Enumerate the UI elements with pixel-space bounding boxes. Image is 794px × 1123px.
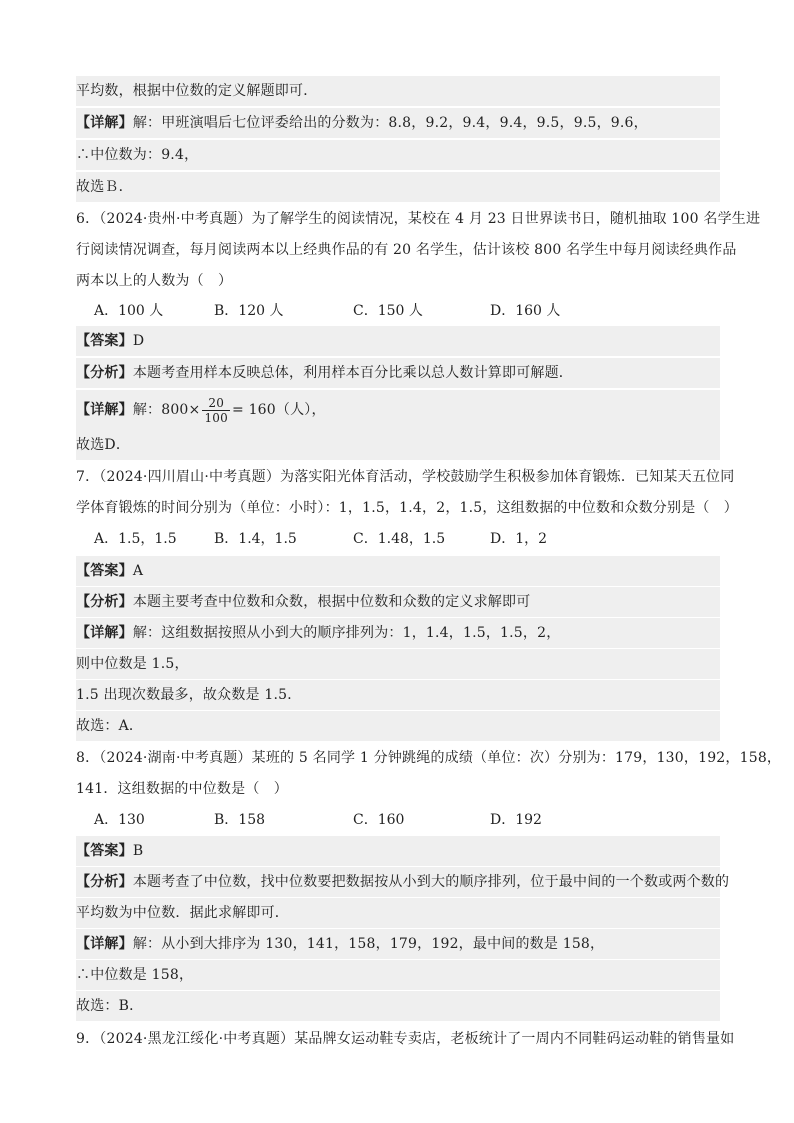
q6-stem-line3: 两本以上的人数为（ ） (76, 273, 233, 289)
q7-option-a: A．1.5，1.5 (94, 531, 177, 547)
q6-analysis-text: 本题考查用样本反映总体，利用样本百分比乘以总人数计算即可解题． (132, 365, 574, 381)
q6-fraction-numerator: 20 (202, 396, 230, 411)
q5-detail-line (76, 108, 720, 138)
q8-analysis (76, 867, 730, 897)
q8-option-c: C．160 (353, 812, 405, 828)
q5-analysis-line: 平均数，根据中位数的定义解题即可． (76, 76, 720, 106)
q8-stem-line1: 8．（2024·湖南·中考真题）某班的 5 名同学 1 分钟跳绳的成绩（单位：次）分别为：179，130，192，158， (76, 750, 782, 766)
q6-option-d: D．160 人 (490, 303, 561, 319)
q8-option-d: D．192 (490, 812, 542, 828)
q8-analysis-label: 【分析】 (76, 874, 133, 890)
q6-detail-suffix: = 160（人）， (231, 402, 326, 418)
q6-detail-prefix: 解：800× (132, 402, 201, 418)
q6-answer-label: 【答案】 (76, 333, 133, 349)
q6-detail-label: 【详解】 (76, 402, 133, 418)
q8-median-line: ∴中位数是 158， (76, 960, 720, 990)
q8-analysis-line2: 平均数为中位数．据此求解即可． (76, 898, 720, 928)
q6-option-a: A．100 人 (94, 303, 164, 319)
q7-detail (76, 618, 720, 648)
q8-detail (76, 929, 720, 959)
q6-fraction-denominator: 100 (204, 410, 228, 425)
q6-analysis-label: 【分析】 (76, 365, 133, 381)
q7-options (76, 524, 720, 554)
q8-option-a: A．130 (94, 812, 145, 828)
q7-answer-label: 【答案】 (76, 563, 133, 579)
q6-answer-value: D (132, 333, 145, 349)
q6-option-c: C．150 人 (353, 303, 423, 319)
q6-detail (76, 390, 720, 430)
q6-stem-line1: 6．（2024·贵州·中考真题）为了解学生的阅读情况，某校在 4 月 23 日世界读书日，随机抽取 100 名学生进 (76, 211, 761, 227)
q6-answer (76, 326, 720, 356)
q6-stem-line2: 行阅读情况调查，每月阅读两本以上经典作品的有 20 名学生，估计该校 800 名学生中每月阅读经典作品 (76, 242, 737, 258)
q7-analysis-text: 本题主要考查中位数和众数，根据中位数和众数的定义求解即可 (132, 594, 531, 610)
q7-analysis-label: 【分析】 (76, 594, 133, 610)
q7-option-d: D．1，2 (490, 531, 548, 547)
q8-analysis-text: 本题考查了中位数，找中位数要把数据按从小到大的顺序排列，位于最中间的一个数或两个数的 (132, 874, 730, 890)
q7-option-c: C．1.48，1.5 (353, 531, 446, 547)
q8-answer (76, 836, 720, 866)
q8-stem-line2: 141．这组数据的中位数是（ ） (76, 781, 288, 797)
q8-option-b: B．158 (214, 812, 266, 828)
q6-analysis (76, 358, 720, 388)
q7-option-b: B．1.4，1.5 (214, 531, 297, 547)
q7-conclusion: 故选：A． (76, 711, 720, 741)
q5-median-line: ∴中位数为：9.4， (76, 140, 720, 170)
q7-analysis (76, 587, 720, 617)
q8-detail-text: 解：从小到大排序为 130，141，158，179，192，最中间的数是 158， (132, 936, 605, 952)
q8-answer-value: B (132, 843, 144, 859)
q6-conclusion: 故选D． (76, 430, 720, 460)
q7-mode-line: 1.5 出现次数最多，故众数是 1.5． (76, 680, 720, 710)
q6-option-b: B．120 人 (214, 303, 284, 319)
q7-answer (76, 556, 720, 586)
q6-fraction (202, 396, 230, 425)
q8-conclusion: 故选：B． (76, 991, 720, 1021)
q7-stem-line2: 学体育锻炼的时间分别为（单位：小时）：1，1.5，1.4，2，1.5，这组数据的中位数和众数分别是（ ） (76, 500, 739, 516)
q8-answer-label: 【答案】 (76, 843, 133, 859)
q7-stem-line1: 7．（2024·四川眉山·中考真题）为落实阳光体育活动，学校鼓励学生积极参加体育锻炼．已知某天五位同 (76, 469, 735, 485)
q7-median-line: 则中位数是 1.5， (76, 649, 720, 679)
q5-conclusion: 故选Ｂ． (76, 172, 720, 202)
q8-detail-label: 【详解】 (76, 936, 133, 952)
q8-options (76, 805, 720, 835)
q9-stem-line1: 9．（2024·黑龙江绥化·中考真题）某品牌女运动鞋专卖店，老板统计了一周内不同鞋码运动鞋的销售量如 (76, 1031, 735, 1047)
q7-detail-label: 【详解】 (76, 625, 133, 641)
q5-detail-label: 【详解】 (76, 115, 133, 131)
q5-detail-text: 解：甲班演唱后七位评委给出的分数为：8.8，9.2，9.4，9.4，9.5，9.5，9.6， (132, 115, 648, 131)
q7-detail-text: 解：这组数据按照从小到大的顺序排列为：1，1.4，1.5，1.5，2， (132, 625, 561, 641)
q6-options (76, 296, 720, 326)
q7-answer-value: A (132, 563, 144, 579)
